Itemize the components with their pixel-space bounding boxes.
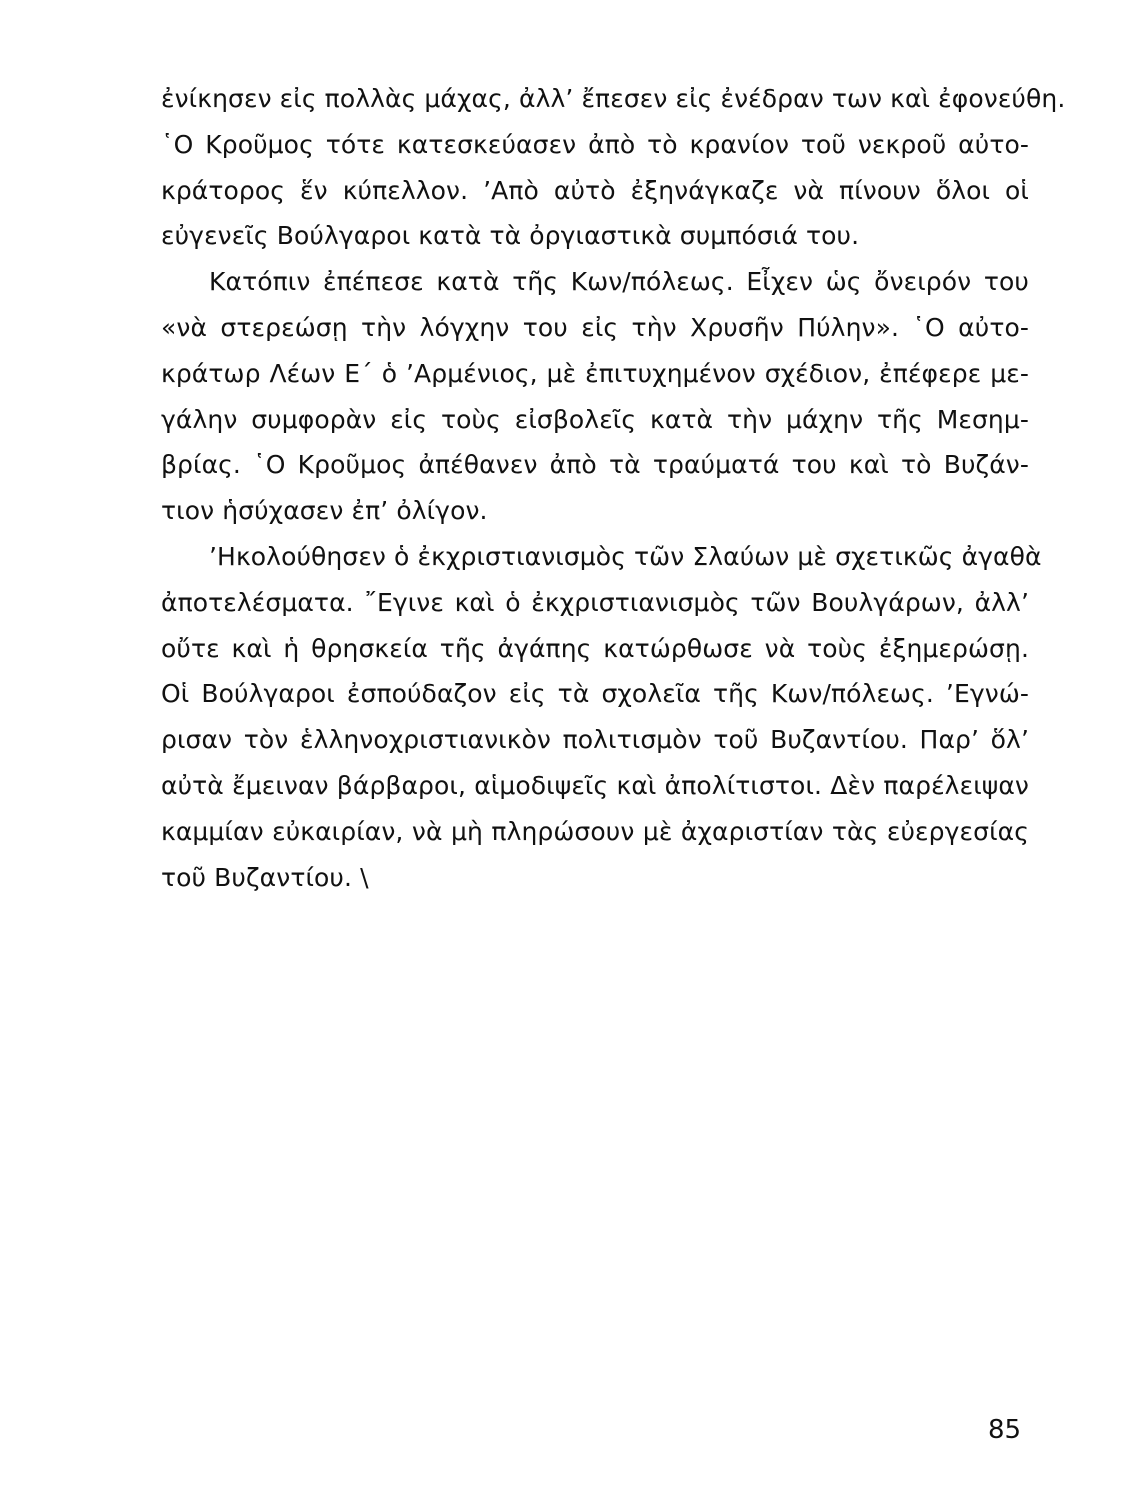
text-line: γάλην συμφορὰν εἰς τοὺς εἰσβολεῖς κατὰ τὴν μάχην τῆς Μεσημ- [161,404,1029,434]
paragraph-3 [161,534,1042,900]
text-line: Κατόπιν ἐπέπεσε κατὰ τῆς Κων/πόλεως. Εἶχεν ὡς ὄνειρόν του [209,267,1029,297]
body-text [161,76,1066,900]
paragraph-1 [161,76,1066,259]
text-line: εὐγενεῖς Βούλγαροι κατὰ τὰ ὀργιαστικὰ συμπόσιά του. [161,221,860,251]
page-number: 85 [988,1415,1022,1445]
text-line: τοῦ Βυζαντίου. \ [161,862,369,892]
text-line: καμμίαν εὐκαιρίαν, νὰ μὴ πληρώσουν μὲ ἀχαριστίαν τὰς εὐεργεσίας [161,816,1029,846]
text-line: «νὰ στερεώσῃ τὴν λόγχην του εἰς τὴν Χρυσῆν Πύλην». ῾Ο αὐτο- [161,312,1029,342]
text-line: βρίας. ῾Ο Κροῦμος ἀπέθανεν ἀπὸ τὰ τραύματά του καὶ τὸ Βυζάν- [161,450,1029,480]
text-line: οὔτε καὶ ἡ θρησκεία τῆς ἀγάπης κατώρθωσε νὰ τοὺς ἐξημερώσῃ. [161,633,1029,663]
text-line: κράτορος ἕν κύπελλον. ’Απὸ αὐτὸ ἐξηνάγκαζε νὰ πίνουν ὅλοι οἱ [161,175,1029,205]
text-line: Οἱ Βούλγαροι ἐσπούδαζον εἰς τὰ σχολεῖα τῆς Κων/πόλεως. ’Εγνώ- [161,679,1029,709]
text-line: ’Ηκολούθησεν ὁ ἐκχριστιανισμὸς τῶν Σλαύων μὲ σχετικῶς ἀγαθὰ [209,541,1042,571]
text-line: αὐτὰ ἔμειναν βάρβαροι, αἱμοδιψεῖς καὶ ἀπολίτιστοι. Δὲν παρέλειψαν [161,770,1029,800]
text-line: ρισαν τὸν ἑλληνοχριστιανικὸν πολιτισμὸν τοῦ Βυζαντίου. Παρ’ ὅλ’ [161,725,1029,755]
paragraph-2 [161,259,1029,534]
text-line: ῾Ο Κροῦμος τότε κατεσκεύασεν ἀπὸ τὸ κρανίον τοῦ νεκροῦ αὐτο- [161,129,1029,159]
text-line: ἐνίκησεν εἰς πολλὰς μάχας, ἀλλ’ ἔπεσεν εἰς ἐνέδραν των καὶ ἐφονεύθη. [161,84,1066,113]
text-line: ἀποτελέσματα. ῎Εγινε καὶ ὁ ἐκχριστιανισμὸς τῶν Βουλγάρων, ἀλλ’ [161,587,1029,617]
text-line: κράτωρ Λέων Ε΄ ὁ ’Αρμένιος, μὲ ἐπιτυχημένον σχέδιον, ἐπέφερε με- [161,358,1029,388]
text-line: τιον ἡσύχασεν ἐπ’ ὀλίγον. [161,496,488,526]
